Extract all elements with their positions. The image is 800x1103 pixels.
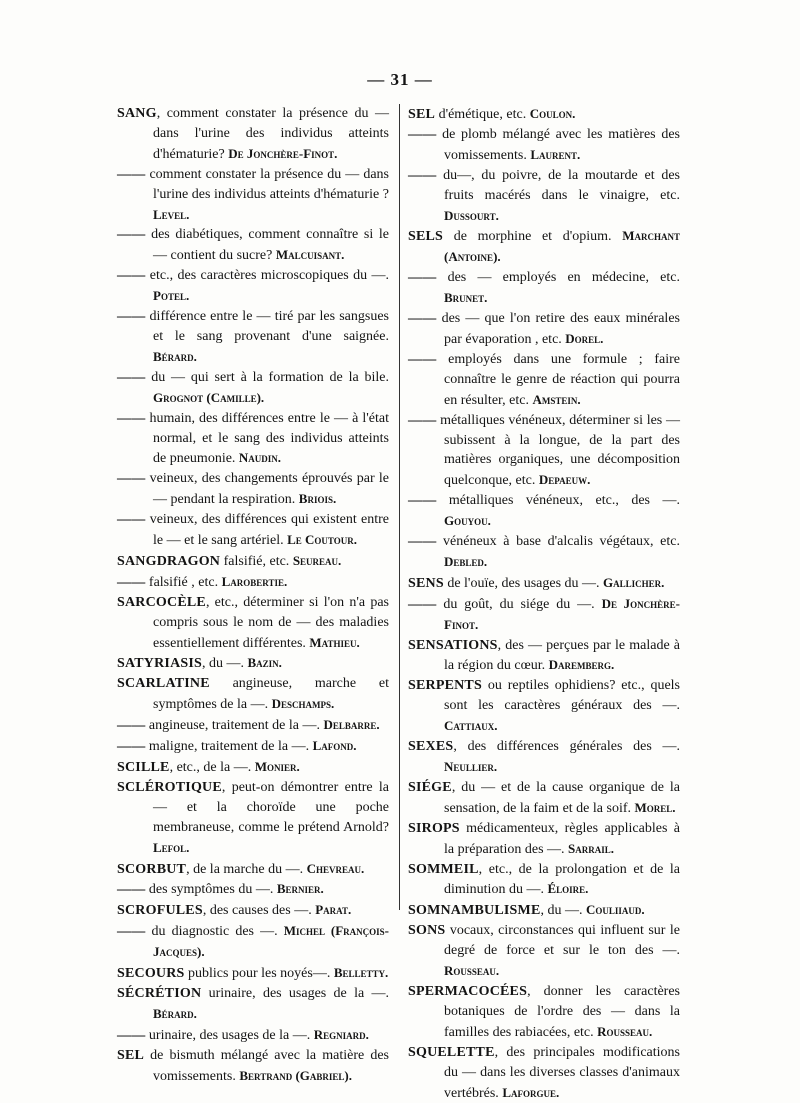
entry-headword: SOMNAMBULISME	[408, 903, 541, 919]
index-entry	[408, 125, 680, 166]
entry-text: , peut-on démontrer entre la — et la choroïde une poche membraneuse, comme le prétend Arnold?	[153, 779, 389, 835]
entry-headword: SCILLE	[117, 760, 170, 775]
entry-headword: SELS	[408, 229, 444, 245]
entry-text: urinaire, des usages de la —.	[145, 1027, 314, 1043]
index-entry	[117, 859, 389, 880]
index-entry	[408, 594, 680, 636]
entry-headword: ——	[408, 126, 437, 142]
entry-author: Cattiaux.	[444, 718, 498, 734]
index-entry	[117, 551, 389, 572]
entry-author: Mathieu.	[309, 634, 360, 650]
entry-headword: SOMMEIL	[408, 861, 479, 877]
entry-headword: SANG	[117, 106, 157, 121]
entry-author: Deschamps.	[271, 696, 335, 712]
entry-text: médicamenteux, règles applicables à la préparation des —.	[444, 820, 680, 857]
entry-text: etc., des caractères microscopiques du —.	[145, 268, 389, 284]
entry-headword: ——	[408, 493, 437, 509]
entry-text: humain, des différences entre le — à l'état normal, et le sang des individus atteints de pneumonie.	[145, 410, 389, 467]
entry-text: angineuse, marche et symptômes de la —.	[153, 676, 389, 713]
entry-author: Depaeuw.	[538, 472, 591, 488]
entry-author: Delbarre.	[323, 717, 380, 733]
entry-author: Potel.	[153, 288, 190, 304]
index-entry	[117, 921, 389, 963]
entry-headword: ——	[117, 227, 146, 243]
index-entry	[408, 491, 680, 532]
entry-text: des diabétiques, comment connaître si le — contient du sucre?	[145, 227, 389, 264]
index-entry	[117, 674, 389, 715]
entry-headword: SARCOCÈLE	[117, 594, 206, 610]
entry-text: vénéneux à base d'alcalis végétaux, etc.	[436, 534, 680, 550]
index-entry	[408, 737, 680, 778]
entry-headword: SÉCRÉTION	[117, 985, 202, 1001]
entry-headword: SCORBUT	[117, 861, 187, 877]
entry-headword: SEXES	[408, 739, 454, 755]
entry-text: comment constater la présence du — dans l'urine des individus atteints d'hématurie ?	[145, 166, 389, 202]
entry-author: Gouyou.	[444, 513, 491, 529]
entry-text: publics pour les noyés—.	[184, 966, 334, 982]
index-entry	[117, 984, 389, 1025]
right-column	[408, 104, 680, 1103]
index-entry	[408, 309, 680, 350]
entry-author: Larobertie.	[221, 573, 288, 589]
index-entry	[408, 921, 680, 982]
index-entry	[408, 982, 680, 1043]
index-entry	[117, 266, 389, 307]
entry-text: du goût, du siége du —.	[436, 596, 602, 612]
entry-text: veineux, des changements éprouvés par le — pendant la respiration.	[145, 471, 389, 508]
entry-text: veineux, des différences qui existent entre le — et le sang artériel.	[145, 512, 389, 549]
entry-text: du—, du poivre, de la moutarde et des fruits macérés dans le vinaigre, etc.	[436, 167, 680, 203]
entry-author: Lafond.	[312, 738, 357, 754]
entry-headword: ——	[117, 410, 146, 426]
entry-headword: SECOURS	[117, 966, 185, 982]
index-entry	[408, 104, 680, 125]
entry-text: maligne, traitement de la —.	[145, 739, 313, 755]
entry-author: Dorel.	[565, 330, 604, 346]
index-entry	[117, 653, 389, 674]
entry-text: , donner les caractères botaniques de l'ordre des — dans la familles des rabiacées, etc.	[444, 983, 680, 1040]
entry-headword: ——	[408, 270, 437, 286]
entry-text: des symptômes du —.	[145, 882, 277, 898]
entry-author: Laforgue.	[502, 1084, 560, 1100]
entry-headword: ——	[408, 596, 437, 612]
entry-text: , de la marche du —.	[186, 861, 307, 877]
index-entry	[117, 757, 389, 778]
entry-author: Brunet.	[444, 290, 488, 306]
entry-author: Marchant (Antoine).	[444, 228, 680, 265]
entry-headword: ——	[408, 311, 437, 327]
entry-author: Bérard.	[153, 348, 197, 364]
entry-text: , du —.	[202, 656, 248, 672]
entry-author: Gallicher.	[603, 574, 665, 590]
entry-author: Michel (François-Jacques).	[153, 923, 389, 960]
entry-author: Briois.	[298, 491, 337, 507]
entry-text: , du — et de la cause organique de la sensation, de la faim et de la soif.	[444, 779, 680, 816]
entry-author: Bérard.	[153, 1005, 197, 1021]
index-entry	[408, 350, 680, 411]
entry-author: Neullier.	[444, 759, 498, 774]
entry-headword: ——	[117, 1027, 146, 1043]
index-entry	[408, 778, 680, 819]
entry-text: des — que l'on retire des eaux minérales par évaporation , etc.	[436, 311, 680, 347]
entry-text: angineuse, traitement de la —.	[145, 718, 324, 734]
index-entry	[117, 225, 389, 266]
entry-headword: SEL	[408, 107, 436, 122]
entry-headword: SCROFULES	[117, 903, 203, 919]
entry-text: , des principales modifications du — dans les diverses classes d'animaux vertébrés.	[444, 1044, 680, 1101]
entry-headword: SEL	[117, 1047, 145, 1063]
entry-headword: ——	[117, 924, 146, 940]
entry-text: falsifié, etc.	[220, 553, 293, 569]
entry-author: Belletty.	[333, 965, 389, 981]
entry-author: Amstein.	[532, 391, 581, 407]
entry-text: , etc., de la prolongation et de la diminution du —.	[444, 861, 680, 898]
entry-author: De Jonchère-Finot.	[444, 595, 681, 632]
index-entry	[408, 860, 680, 901]
entry-headword: ——	[117, 574, 146, 590]
entry-text: , etc., déterminer si l'on n'a pas compris sous le nom de — des maladies essentiellement différentes.	[153, 594, 389, 651]
index-entry	[117, 593, 389, 654]
entry-author: Coulon.	[529, 106, 576, 121]
entry-headword: ——	[408, 534, 437, 550]
index-entry	[408, 636, 680, 677]
entry-author: Éloire.	[547, 881, 589, 897]
entry-author: Regniard.	[313, 1026, 369, 1042]
entry-text: de morphine et d'opium.	[443, 229, 623, 245]
index-entry	[408, 1043, 680, 1103]
entry-text: des — employés en médecine, etc.	[436, 270, 680, 286]
entry-author: Le Coutour.	[287, 532, 358, 548]
entry-headword: SIROPS	[408, 820, 460, 836]
entry-text: différence entre le — tiré par les sangsues et le sang provenant d'une saignée.	[145, 309, 389, 344]
index-entry	[408, 532, 680, 573]
entry-author: Seureau.	[292, 552, 342, 568]
entry-headword: SIÉGE	[408, 779, 452, 795]
entry-headword: SERPENTS	[408, 678, 482, 694]
entry-author: Morel.	[634, 799, 676, 815]
entry-text: du diagnostic des —.	[145, 924, 284, 940]
entry-text: falsifié , etc.	[145, 574, 222, 590]
entry-headword: ——	[117, 369, 146, 385]
entry-headword: SPERMACOCÉES	[408, 983, 528, 999]
entry-author: Sarrail.	[568, 840, 614, 856]
entry-headword: ——	[408, 351, 437, 367]
index-entry	[117, 165, 389, 226]
entry-author: Rousseau.	[597, 1023, 653, 1039]
entry-text: de bismuth mélangé avec la matière des vomissements.	[144, 1047, 389, 1084]
entry-text: d'émétique, etc.	[435, 107, 530, 122]
entry-author: Lefol.	[153, 839, 190, 855]
entry-headword: ——	[117, 309, 146, 325]
entry-text: métalliques vénéneux, etc., des —.	[436, 493, 680, 509]
entry-headword: SQUELETTE	[408, 1044, 495, 1060]
entry-text: , etc., de la —.	[169, 760, 255, 775]
entry-text: du — qui sert à la formation de la bile.	[145, 369, 389, 385]
index-entry	[408, 676, 680, 737]
entry-author: Debled.	[444, 553, 488, 569]
index-entry	[117, 715, 389, 736]
column-divider	[399, 104, 400, 910]
index-entry	[117, 572, 389, 593]
index-entry	[408, 411, 680, 492]
index-entry	[408, 900, 680, 921]
index-entry	[408, 268, 680, 309]
entry-headword: SCLÉROTIQUE	[117, 779, 222, 795]
entry-headword: ——	[408, 167, 437, 183]
left-column	[117, 104, 389, 1087]
entry-headword: ——	[408, 412, 437, 428]
index-entry	[117, 469, 389, 510]
entry-text: métalliques vénéneux, déterminer si les — subissent à la longue, de la part des matières organiques, une décomposition quelconque, etc.	[436, 412, 680, 489]
index-entry	[117, 104, 389, 165]
index-entry	[117, 778, 389, 859]
entry-text: , des différences générales des —.	[453, 739, 680, 755]
entry-author: Level.	[153, 206, 190, 222]
index-entry	[117, 368, 389, 409]
entry-author: Grognot (Camille).	[153, 389, 265, 405]
entry-author: Naudin.	[238, 450, 282, 466]
index-entry	[117, 409, 389, 470]
entry-headword: SENSATIONS	[408, 637, 498, 653]
index-entry	[408, 573, 680, 594]
entry-headword: ——	[117, 882, 146, 898]
entry-headword: ——	[117, 166, 146, 182]
index-entry	[117, 900, 389, 921]
entry-headword: ——	[117, 268, 146, 284]
entry-text: urinaire, des usages de la —.	[201, 985, 389, 1001]
entry-author: Bertrand (Gabriel).	[239, 1067, 352, 1083]
entry-text: , des — perçues par le malade à la région du cœur.	[444, 637, 680, 674]
entry-author: Bernier.	[276, 881, 324, 897]
entry-author: Laurent.	[530, 146, 581, 162]
entry-author: Malcuisant.	[275, 247, 345, 263]
entry-text: de plomb mélangé avec les matières des vomissements.	[436, 126, 680, 163]
index-entry	[117, 510, 389, 551]
entry-author: Dussourt.	[444, 207, 499, 223]
entry-headword: SCARLATINE	[117, 676, 210, 692]
entry-headword: ——	[117, 512, 146, 528]
entry-text: vocaux, circonstances qui influent sur le degré de force et sur le ton des —.	[444, 923, 680, 959]
entry-headword: ——	[117, 718, 146, 734]
entry-author: Parat.	[315, 902, 352, 918]
entry-headword: SANGDRAGON	[117, 553, 221, 569]
index-entry	[117, 1025, 389, 1046]
entry-author: Rousseau.	[444, 963, 500, 979]
index-entry	[408, 166, 680, 227]
entry-headword: SONS	[408, 923, 446, 939]
entry-headword: SENS	[408, 575, 444, 591]
entry-author: Daremberg.	[548, 657, 615, 673]
index-entry	[117, 963, 389, 984]
index-entry	[408, 226, 680, 268]
index-entry	[408, 819, 680, 860]
entry-headword: SATYRIASIS	[117, 656, 202, 672]
index-entry	[117, 1046, 389, 1087]
index-entry	[117, 307, 389, 368]
entry-author: Chevreau.	[306, 860, 365, 876]
entry-text: , comment constater la présence du — dans l'urine des individus atteints d'hématurie?	[153, 106, 389, 162]
entry-headword: ——	[117, 739, 146, 755]
index-entry	[117, 736, 389, 757]
entry-author: De Jonchère-Finot.	[228, 145, 338, 161]
entry-author: Monier.	[254, 759, 300, 774]
entry-text: ou reptiles ophidiens? etc., quels sont les caractères généraux des —.	[444, 678, 680, 714]
index-entry	[117, 879, 389, 900]
entry-text: , du —.	[540, 903, 586, 919]
entry-author: Couliiaud.	[586, 902, 645, 918]
entry-author: Bazin.	[247, 655, 282, 671]
entry-text: de l'ouïe, des usages du —.	[443, 575, 604, 591]
page-number: — 31 —	[367, 70, 433, 89]
entry-headword: ——	[117, 471, 146, 487]
entry-text: , des causes des —.	[202, 903, 316, 919]
entry-text: employés dans une formule ; faire connaître le genre de réaction qui pourra en résulter, etc.	[436, 351, 680, 408]
